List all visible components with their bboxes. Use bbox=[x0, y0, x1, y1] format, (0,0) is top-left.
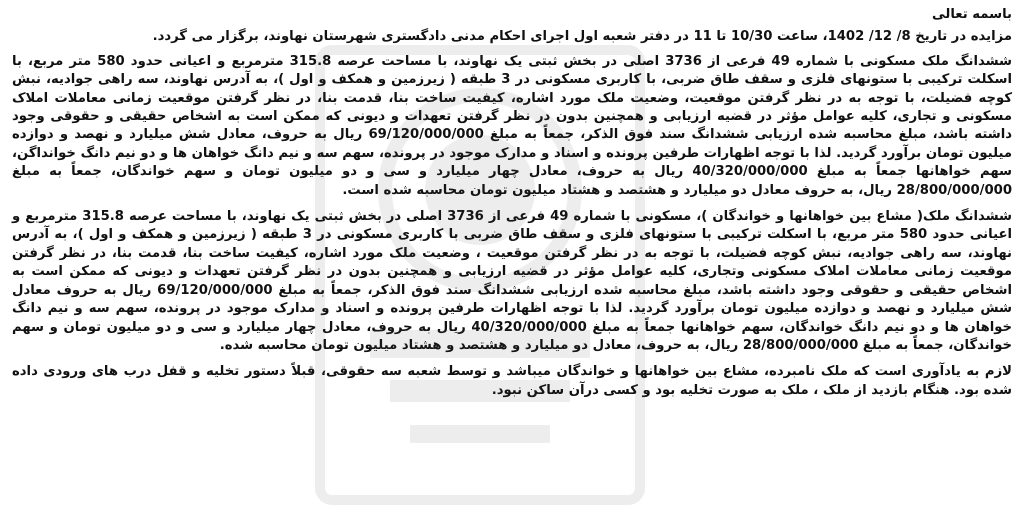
eviction-note-paragraph: لازم به یادآوری است که ملک نامبرده، مشاع بین خواهانها و خواندگان میباشد و توسط شعبه سه حقوقی، قبلاً دستور تخلیه و قفل درب های ورودی داده شده بود. هنگام بازدید از ملک ، ملک به صورت تخلیه بود و کسی درآن ساکن نبود. bbox=[12, 364, 1012, 398]
auction-intro: مزایده در تاریخ 8/ 12/ 1402، ساعت 10/30 تا 11 در دفتر شعبه اول اجرای احکام مدنی دادگستری شهرستان نهاوند، برگزار می گردد. bbox=[152, 29, 1012, 45]
property-description-paragraph-1: ششدانگ ملک مسکونی با شماره 49 فرعی از 3736 اصلی در بخش ثبتی یک نهاوند، با مساحت عرصه 315.8 مترمربع و اعیانی حدود 580 متر مربع، با اسکلت ترکیبی با ستونهای فلزی و سقف طاق ضربی، با کاربری مسکونی در 3 طبقه ( زیرزمین و همکف و اول )، به آدرس نهاوند، سه راهی جوادیه، نبش کوچه فضیلت، با توجه به در نظر گرفتن موقعیت، وضعیت ملک مورد اشاره، کیفیت ساخت بنا، قدمت بنا، در نظر گرفتن موقعیت زمانی معاملات املاک مسکونی و تجاری، کلیه عوامل مؤثر در قضیه ارزیابی و همچنین بدون در نظر گرفتن تعهدات و دیونی که ممکن است به اشخاص حقیقی و حقوقی وجود داشته باشد، مبلغ محاسبه شده ارزیابی ششدانگ سند فوق الذکر، جمعاً به مبلغ 69/120/000/000 ریال به حروف، معادل شش میلیارد و نهصد و دوازده میلیون تومان برآورد گردید. لذا با توجه اظهارات طرفین پرونده و اسناد و مدارک موجود در پرونده، سهم سه و نیم دانگ خواهان ها و دو نیم دانگ خوانداگن، سهم خواهانها جمعاً به مبلغ 40/320/000/000 ریال به حروف، معادل چهار میلیارد و سی و دو میلیون تومان و سهم خواندگان، جمعاً به مبلغ 28/800/000/000 ریال، به حروف معادل دو میلیارد و هشتصد و هشتاد میلیون تومان محاسبه شده است. bbox=[12, 53, 1012, 198]
property-description-paragraph-2: ششدانگ ملک( مشاع بین خواهانها و خواندگان )، مسکونی با شماره 49 فرعی از 3736 اصلی در بخش ثبتی یک نهاوند، با مساحت عرصه 315.8 مترمربع و اعیانی حدود 580 متر مربع، با اسکلت ترکیبی با ستونهای فلزی و سقف طاق ضربی با کاربری مسکونی در 3 طبقه ( زیرزمین و همکف و اول )، به آدرس نهاوند، سه راهی جوادیه، نبش کوچه فضیلت، با توجه به در نظر گرفتن موقعیت ، وضعیت ملک مورد اشاره، کیفیت ساخت بنا، قدمت بنا، در نظر گرفتن موقعیت زمانی معاملات املاک مسکونی وتجاری، کلیه عوامل مؤثر در قضیه ارزیابی و همچنین بدون در نظر گرفتن تعهدات و دیونی که ممکن است به اشخاص حقیقی و حقوقی وجود داشته باشد، مبلغ محاسبه شده ارزیابی ششدانگ سند فوق الذکر، جمعاً به مبلغ 69/120/000/000 ریال به حروف معادل شش میلیارد و نهصد و دوازده میلیون تومان برآورد گردید. لذا با توجه اظهارات طرفین پرونده و اسناد و مدارک موجود در پرونده، سهم سه و نیم دانگ خواهان ها و دو نیم دانگ خواندگان، سهم خواهانها جمعاً به مبلغ 40/320/000/000 ریال به حروف، معادل چهار میلیارد و سی و دو میلیون تومان و سهم خواندگان، جمعاً به مبلغ 28/800/000/000 ریال، به حروف، معادل دو میلیارد و هشتصد و هشتاد میلیون تومان محاسبه شده. bbox=[12, 209, 1013, 353]
document-heading: باسمه تعالی bbox=[932, 7, 1012, 22]
